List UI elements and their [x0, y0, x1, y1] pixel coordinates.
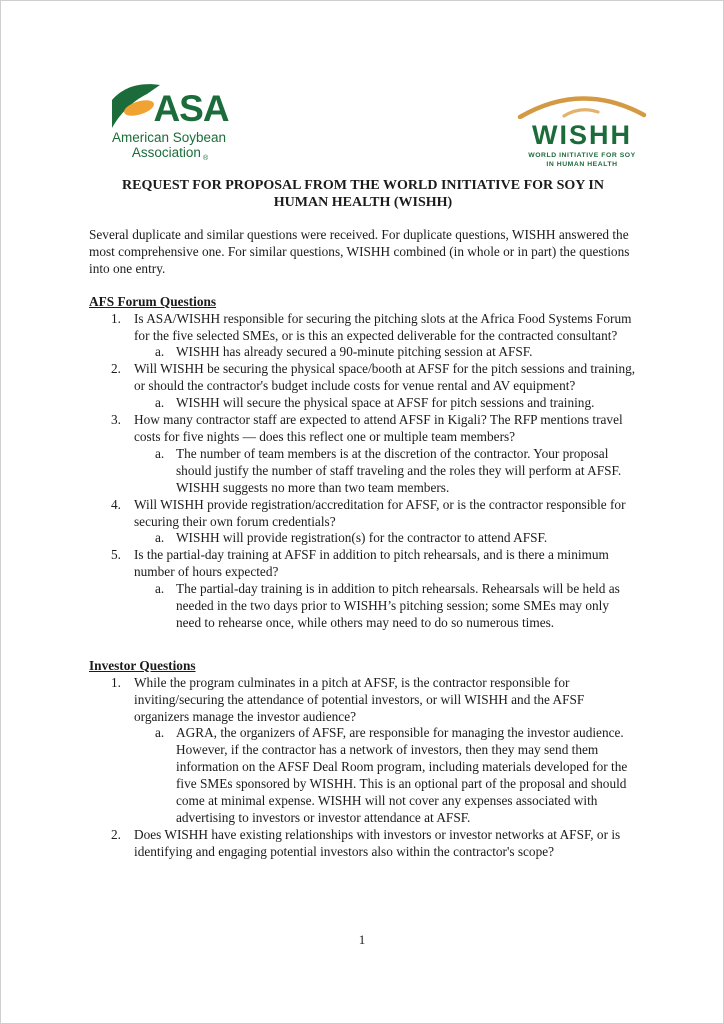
answer-text: The number of team members is at the discretion of the contractor. Your proposal should justify the number of staff traveling and the roles they will perform at AFSF. WISHH suggests no more than two team members.: [176, 445, 622, 495]
question-item: [89, 827, 637, 861]
section-heading-afs-forum: AFS Forum Questions: [89, 293, 217, 309]
answer-item: [89, 395, 637, 412]
page-number: 1: [358, 932, 366, 947]
document-title-line2: HUMAN HEALTH (WISHH): [273, 195, 453, 210]
question-number: 4.: [111, 496, 121, 512]
question-text: Is the partial-day training at AFSF in addition to pitch rehearsals, and is there a minimum number of hours expected?: [134, 547, 609, 580]
answer-letter: a.: [155, 395, 165, 411]
answer-item: [89, 725, 637, 826]
answer-text: WISHH will provide registration(s) for the contractor to attend AFSF.: [176, 530, 548, 546]
answer-text: WISHH will secure the physical space at AFSF for pitch sessions and training.: [176, 395, 595, 411]
question-item: [89, 361, 637, 395]
question-item: [89, 497, 637, 531]
answer-letter: a.: [155, 344, 165, 360]
wishh-tagline-line1: WORLD INITIATIVE FOR SOY: [528, 152, 636, 159]
asa-logo: [99, 83, 239, 163]
question-item: [89, 547, 637, 581]
intro-paragraph: Several duplicate and similar questions were received. For duplicate questions, WISHH answered the most comprehensive one. For similar questions, WISHH combined (in whole or in part) the questions into one entry.: [89, 227, 630, 276]
asa-name-line1: American Soybean: [111, 130, 227, 145]
answer-text: WISHH has already secured a 90-minute pitching session at AFSF.: [176, 344, 533, 360]
question-number: 3.: [111, 412, 121, 428]
question-number: 2.: [111, 826, 121, 842]
question-number: 5.: [111, 547, 121, 563]
wishh-arcs-icon: [516, 93, 648, 119]
question-text: Does WISHH have existing relationships with investors or investor networks at AFSF, or is identifying and engaging potential investors also within the contractor's scope?: [134, 826, 621, 859]
question-text: Will WISHH be securing the physical space/booth at AFSF for the pitch sessions and training, or should the contractor's budget include costs for venue rental and AV equipment?: [134, 361, 636, 394]
answer-letter: a.: [155, 530, 165, 546]
section-heading-investor: Investor Questions: [89, 657, 196, 673]
question-text: How many contractor staff are expected to attend AFSF in Kigali? The RFP mentions travel costs for five nights — does this reflect one or multiple team members?: [134, 412, 623, 444]
question-text: While the program culminates in a pitch at AFSF, is the contractor responsible for inviting/securing the attendance of potential investors, or will WISHH and the AFSF organizers manage the investor audience?: [134, 674, 585, 724]
document-title: [89, 177, 637, 211]
asa-mark-row: [99, 83, 239, 129]
document-content: [89, 177, 637, 861]
logo-header: [99, 83, 651, 169]
question-number: 1.: [111, 674, 121, 690]
answer-letter: a.: [155, 445, 165, 461]
question-item: [89, 675, 637, 726]
answer-letter: a.: [155, 581, 165, 597]
wishh-acronym: WISHH: [532, 120, 632, 150]
question-number: 1.: [111, 310, 121, 326]
answer-letter: a.: [155, 725, 165, 741]
asa-name-line2: Association $_®$: [131, 145, 209, 162]
wishh-logo: [513, 93, 651, 169]
wishh-tagline-line2: IN HUMAN HEALTH: [546, 161, 618, 168]
answer-item: [89, 581, 637, 632]
question-item: [89, 311, 637, 345]
answer-text: AGRA, the organizers of AFSF, are responsible for managing the investor audience. However, if the contractor has a network of investors, then they may send them information on the AFSF Deal Room program, including materials developed for the five SMEs sponsored by WISHH. This is an optional part of the proposal and should come at minimal expense. WISHH will not cover any expenses associated with advertising to investors or investor attendance at AFSF.: [176, 725, 628, 825]
question-text: Is ASA/WISHH responsible for securing the pitching slots at the Africa Food Systems Forum for the five selected SMEs, or is this an expected deliverable for the contracted consultant?: [134, 310, 632, 343]
answer-item: [89, 344, 637, 361]
answer-item: [89, 530, 637, 547]
answer-text: The partial-day training is in addition to pitch rehearsals. Rehearsals will be held as needed in the two days prior to WISHH’s pitching session; some SMEs may only need to rehearse once, while others may need to do so numerous times.: [176, 581, 620, 630]
question-number: 2.: [111, 361, 121, 377]
registered-trademark-icon: ®: [202, 155, 209, 162]
question-text: Will WISHH provide registration/accreditation for AFSF, or is the contractor responsible for securing their own forum credentials?: [134, 496, 626, 529]
asa-acronym: ASA: [153, 88, 229, 129]
question-item: [89, 412, 637, 446]
document-title-line1: REQUEST FOR PROPOSAL FROM THE WORLD INITIATIVE FOR SOY IN: [122, 178, 604, 193]
answer-item: [89, 446, 637, 497]
